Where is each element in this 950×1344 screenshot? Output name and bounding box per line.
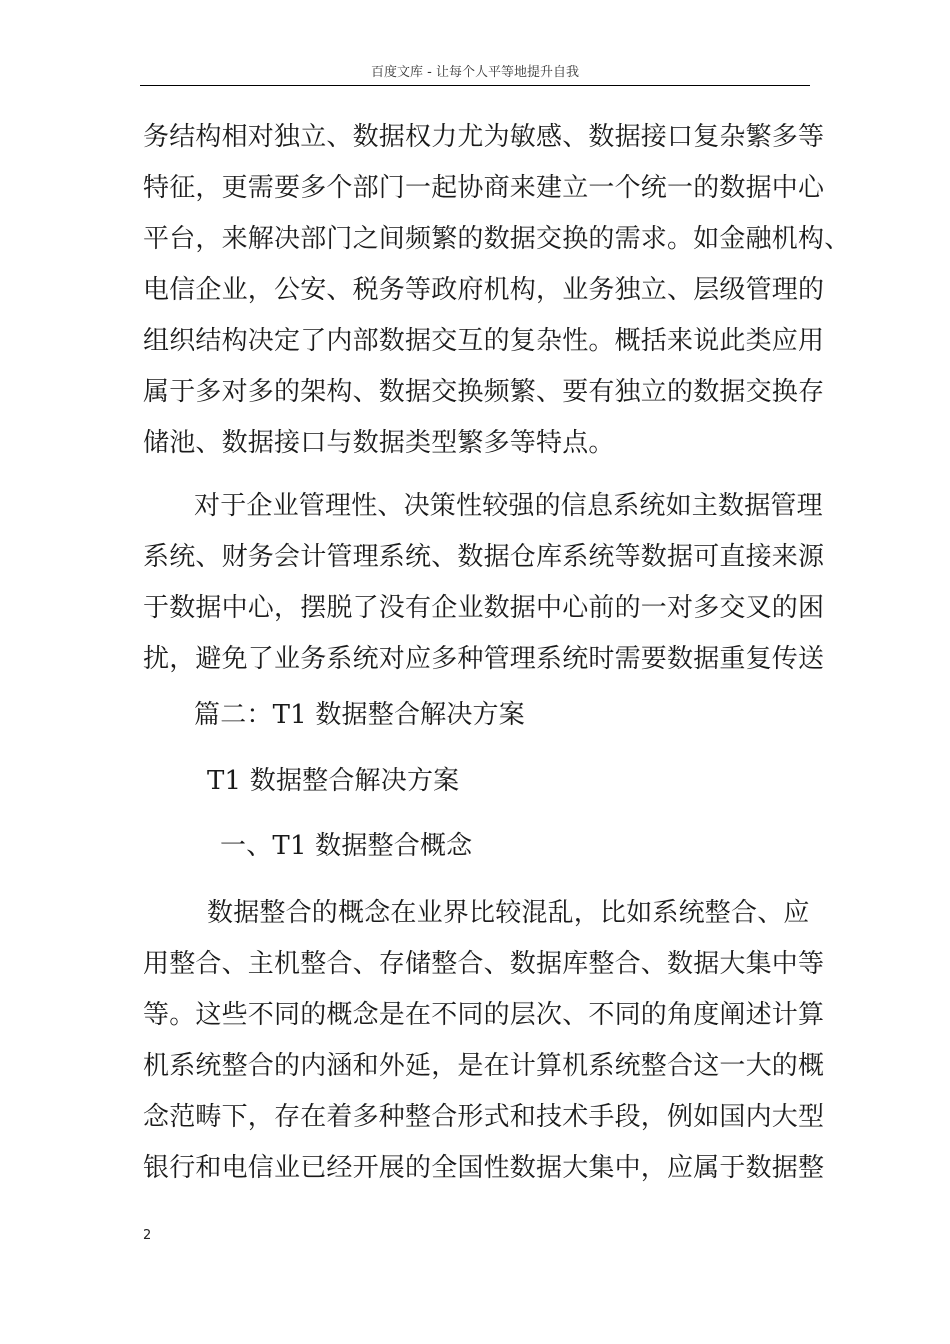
- body-text-line: 数据整合的概念在业界比较混乱，比如系统整合、应: [207, 898, 810, 928]
- body-text-line: 用整合、主机整合、存储整合、数据库整合、数据大集中等: [143, 949, 825, 979]
- body-text-line: 机系统整合的内涵和外延，是在计算机系统整合这一大的概: [143, 1051, 825, 1081]
- page-number: 2: [143, 1228, 152, 1243]
- body-text-line: 对于企业管理性、决策性较强的信息系统如主数据管理: [194, 491, 823, 521]
- body-text-line: 组织结构决定了内部数据交互的复杂性。概括来说此类应用: [143, 326, 825, 356]
- header-divider: [140, 85, 810, 86]
- subsection-heading: 一、T1 数据整合概念: [220, 831, 473, 861]
- body-text-line: 电信企业，公安、税务等政府机构，业务独立、层级管理的: [143, 275, 825, 305]
- body-text-line: 储池、数据接口与数据类型繁多等特点。: [143, 428, 615, 458]
- section-heading: 篇二：T1 数据整合解决方案: [194, 700, 525, 730]
- document-title: T1 数据整合解决方案: [207, 766, 460, 796]
- body-text-line: 念范畴下，存在着多种整合形式和技术手段，例如国内大型: [143, 1102, 825, 1132]
- body-text-line: 特征，更需要多个部门一起协商来建立一个统一的数据中心: [143, 173, 825, 203]
- body-text-line: 平台，来解决部门之间频繁的数据交换的需求。如金融机构、: [143, 224, 851, 254]
- page-header: 百度文库 - 让每个人平等地提升自我: [371, 65, 579, 80]
- body-text-line: 务结构相对独立、数据权力尤为敏感、数据接口复杂繁多等: [143, 122, 825, 152]
- body-text-line: 等。这些不同的概念是在不同的层次、不同的角度阐述计算: [143, 1000, 825, 1030]
- body-text-line: 银行和电信业已经开展的全国性数据大集中，应属于数据整: [143, 1153, 825, 1183]
- body-text-line: 于数据中心，摆脱了没有企业数据中心前的一对多交叉的困: [143, 593, 825, 623]
- body-text-line: 扰，避免了业务系统对应多种管理系统时需要数据重复传送: [143, 644, 825, 674]
- body-text-line: 属于多对多的架构、数据交换频繁、要有独立的数据交换存: [143, 377, 825, 407]
- body-text-line: 系统、财务会计管理系统、数据仓库系统等数据可直接来源: [143, 542, 825, 572]
